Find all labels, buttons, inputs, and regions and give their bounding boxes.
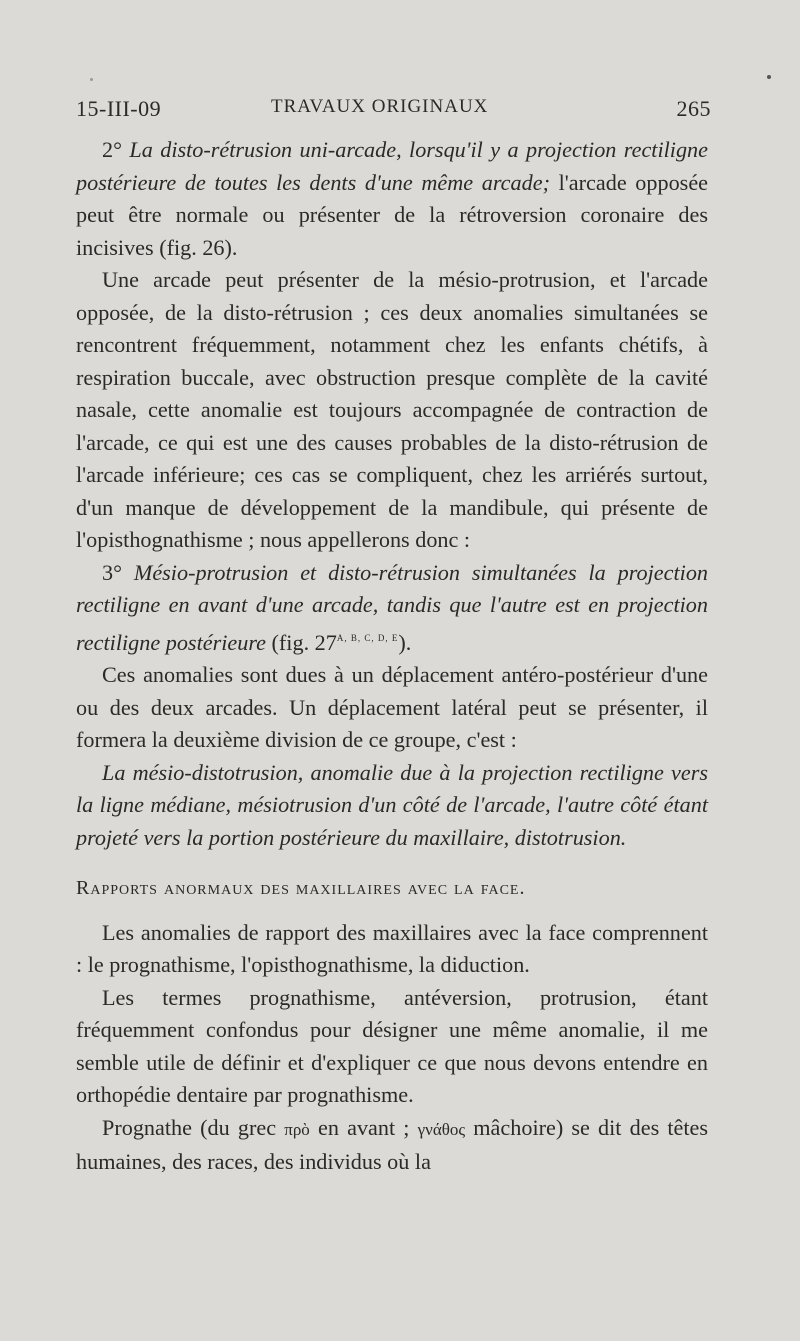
paragraph-mesio-distotrusion: La mésio-distotrusion, anomalie due à la projection rectiligne vers la ligne médiane, mésiotrusion d'un côté de l'arcade, l'autre côté étant projeté vers la portion postérieure du maxillaire, distotrusion. [76,759,708,850]
paragraph-terms: Les termes prognathisme, antéversion, protrusion, étant fréquemment confondus pour désigner une même anomalie, il me semble utile de définir et d'expliquer ce que nous devons entendre en orthopédie dentaire par prognathisme. [76,984,708,1107]
italic-definition: Mésio-protrusion et disto-rétrusion simultanées la projection rectiligne en avant d'une arcade, tandis que l'autre est en projection rectiligne postérieure [76,559,709,655]
body-text [76,134,708,1179]
figure-ref: (fig. 27 [271,629,337,655]
paragraph-displacement: Ces anomalies sont dues à un déplacement antéro-postérieur d'une ou des deux arcades. Un déplacement latéral peut se présenter, il formera la deuxième division de ce groupe, c'est : [76,662,708,752]
italic-definition: La disto-rétrusion uni-arcade, lorsqu'il y a projection rectiligne postérieure de toutes les dents d'une même arcade; [76,137,709,195]
figure-ref-close: ). [398,629,412,655]
header-section-title: TRAVAUX ORIGINAUX [271,96,489,117]
speck-mark [90,78,93,81]
greek-word: γνάθος [417,1119,466,1139]
paragraph-simultaneous: Une arcade peut présenter de la mésio-protrusion, et l'arcade opposée, de la disto-rétrusion ; ces deux anomalies simultanées se rencontrent fréquemment, notamment chez les enfants chétifs, à respiration buccale, avec obstruction presque complète de la cavité nasale, cette anomalie est toujours accompagnée de contraction de l'arcade, ce qui est une des causes probables de la disto-rétrusion de l'arcade inférieure; ces cas se compliquent, chez les arriérés surtout, d'un manque de développement de la mandibule, qui présente de l'opisthognathisme ; nous appellerons donc : [76,267,708,552]
greek-word: πρὸ [284,1119,310,1139]
running-header [76,96,711,126]
figure-superscript: A, B, C, D, E [336,632,399,643]
paragraph-prognathe [76,1112,708,1179]
item-number: 2° [102,137,122,162]
item-number: 3° [102,559,122,585]
paragraph-text: l'arcade opposée peut être normale ou présenter de la rétroversion coronaire des incisives (fig. 26). [76,169,709,260]
paragraph-disto-retrusion [76,134,708,264]
paragraph-text: en avant ; [317,1114,410,1140]
paragraph-mesio-disto [76,557,708,660]
paragraph-text: mâchoire) se dit des têtes humaines, des races, des individus où la [76,1114,709,1174]
speck-mark [767,75,771,79]
header-date: 15-III-09 [76,96,162,121]
paragraph-anomalies: Les anomalies de rapport des maxillaires avec la face comprennent : le prognathisme, l'opisthognathisme, la diduction. [76,919,708,977]
page-number: 265 [676,96,711,121]
section-heading: Rapports anormaux des maxillaires avec la face. [76,877,526,899]
paragraph-text: Prognathe (du grec [102,1114,277,1140]
